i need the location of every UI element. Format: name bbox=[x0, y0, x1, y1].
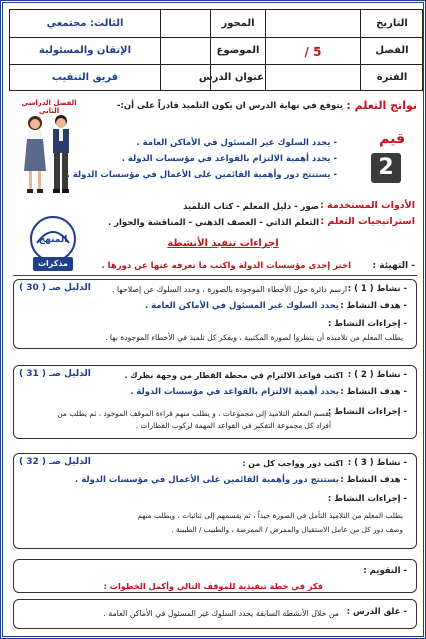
objective-1: - يحدد السلوك غير المسئول في الأماكن العامة . bbox=[136, 138, 337, 148]
value-badge-label: قيم bbox=[379, 131, 405, 147]
axis-value: الثالث: مجتمعي bbox=[46, 18, 124, 29]
publisher-logo bbox=[25, 213, 81, 275]
axis-label: المحور bbox=[221, 18, 255, 29]
activity-2-guide: الدليل صـ ( 31 ) bbox=[19, 369, 91, 379]
activity-2-proc-label: - إجراءات النشاط : bbox=[327, 407, 407, 417]
header-table bbox=[9, 9, 423, 91]
tools-label: الأدوات المستخدمة : bbox=[319, 200, 415, 211]
lesson-title-value: فريق التنقيب bbox=[51, 72, 119, 83]
activity-1-goal: يحدد السلوك غير المسئول في الأماكن العامة . bbox=[144, 301, 339, 311]
evaluation-value: فكر في خطة تنفيذية للموقف التالي وأكمل الخطوات : bbox=[103, 581, 323, 591]
logo-top-text: المنهج bbox=[38, 235, 68, 245]
date-label: التاريخ bbox=[376, 18, 408, 29]
activity-1-label: - نشاط ( 1 ) : bbox=[347, 284, 407, 294]
activity-3-procedure-1: يطلب المعلم من التلاميذ التأمل في الصورة جيداً ، ثم يقسمهم إلى ثنائيات ، ويطلب منهم bbox=[137, 511, 403, 520]
activity-2-goal: يحدد أهمية الالتزام بالقواعد في مؤسسات الدولة . bbox=[130, 387, 339, 397]
class-value: 5 / bbox=[304, 45, 322, 59]
activity-2-text: اكتب قواعد الالتزام في محطة القطار من وجهة نظرك . bbox=[124, 371, 343, 380]
warmup-value: اختر إحدى مؤسسات الدولة واكتب ما تعرفه عنها عن دورها . bbox=[101, 261, 351, 271]
objective-3: - يستنتج دور وأهمية القائمين على الأعمال في مؤسسات الدولة . bbox=[66, 170, 337, 180]
activity-3-proc-label: - إجراءات النشاط : bbox=[327, 494, 407, 504]
closure-value: من خلال الأنشطة السابقة يحدد السلوك غير المسئول في الأماكن العامة . bbox=[103, 609, 339, 618]
objective-2: - يحدد أهمية الالتزام بالقواعد في مؤسسات الدولة . bbox=[121, 154, 337, 164]
value-badge-number: 2 bbox=[371, 153, 401, 183]
activity-3-goal: يستنتج دور وأهمية القائمين على الأعمال في مؤسسات الدولة . bbox=[75, 475, 339, 485]
activity-2-procedure-2: أفراد كل مجموعة التفكير في القواعد المهمة لركوب القطارات . bbox=[135, 421, 331, 430]
activity-2-goal-label: - هدف النشاط : bbox=[340, 387, 407, 397]
topic-label: الموضوع bbox=[216, 45, 260, 56]
closure-label: - غلق الدرس : bbox=[346, 607, 407, 617]
activity-2-label: - نشاط ( 2 ) : bbox=[347, 370, 407, 380]
strategies-value: التعلم الذاتي - العصف الذهني - المناقشة والحوار . bbox=[107, 218, 319, 228]
activity-2-procedure-1: يقسم المعلم التلاميذ إلى مجموعات ، و يطلب منهم قراءة الموقف الموجود ، ثم يطلب من bbox=[57, 409, 331, 418]
procedures-title: اجراءات تنفيذ الأنشطة bbox=[167, 238, 279, 249]
semester-tag: الفصل الدراسي الثاني bbox=[21, 99, 77, 115]
activity-1-text: ارسم دائرة حول الأخطاء الموجودة بالصورة ، وحدد السلوك عن إصلاحها . bbox=[111, 285, 347, 294]
activity-1-procedure: يطلب المعلم من تلاميذه أن ينظروا لصورة المكتبية ، ويفكر كل تلميذ في الأخطاء الموجودة بها . bbox=[105, 333, 403, 342]
class-label: الفصل bbox=[375, 45, 409, 56]
evaluation-label: - التقويم : bbox=[363, 566, 407, 576]
objectives-title: نواتج التعلم : bbox=[346, 99, 417, 112]
activity-1-proc-label: - إجراءات النشاط : bbox=[327, 319, 407, 329]
tools-value: صور - دليل المعلم - كتاب التلميذ bbox=[183, 202, 319, 212]
lesson-title-label: عنوان الدرس bbox=[198, 72, 264, 83]
period-label: الفترة bbox=[376, 72, 408, 83]
activity-3-text: اكتب دور وواجب كل من : bbox=[242, 459, 343, 468]
topic-value: الإتقان والمسئولية bbox=[38, 45, 132, 56]
warmup-label: - التهيئة : bbox=[372, 261, 415, 271]
activity-1-goal-label: - هدف النشاط : bbox=[340, 301, 407, 311]
objectives-intro: يتوقع في نهاية الدرس ان يكون التلميذ قادراً على أن:- bbox=[116, 101, 343, 111]
activity-3-procedure-2: وصف دور كل من عامل الاستقبال والممرض / الممرضة ، والطبيب / الطبيبة . bbox=[171, 525, 403, 534]
activity-1-guide: الدليل صـ ( 30 ) bbox=[19, 283, 91, 293]
activity-3-label: - نشاط ( 3 ) : bbox=[347, 458, 407, 468]
strategies-label: استراتيجيات التعلم : bbox=[320, 216, 415, 227]
students-illustration bbox=[15, 99, 83, 197]
activity-3-goal-label: - هدف النشاط : bbox=[340, 475, 407, 485]
activity-3-guide: الدليل صـ ( 32 ) bbox=[19, 457, 91, 467]
logo-bottom-text: مذكرات bbox=[38, 259, 68, 268]
